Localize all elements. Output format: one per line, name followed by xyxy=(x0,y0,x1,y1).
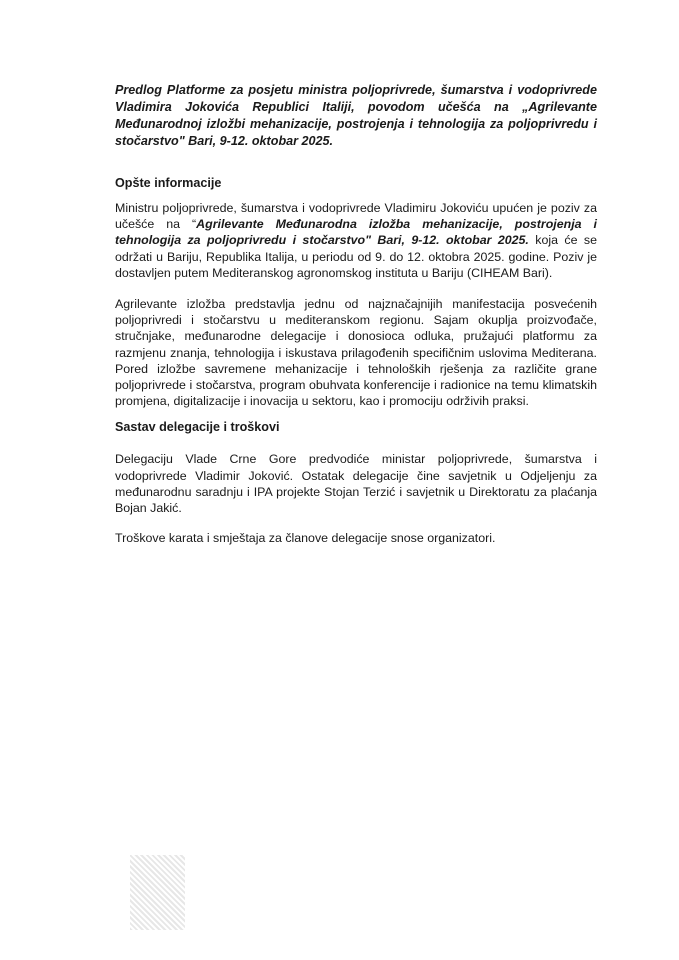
section-heading-general: Opšte informacije xyxy=(115,176,222,190)
paragraph-event-description: Agrilevante izložba predstavlja jednu od najznačajnijih manifestacija posvećenih poljoprivredi i stočarstvu u mediteranskom regionu. Sajam okuplja proizvođače, stručnjake, međunarodne delegacije i donosioca odluka, pružajući platformu za razmjenu znanja, tehnologija i iskustava prilagođenih specifičnim uslovima Mediterana. Pored izložbe savremene mehanizacije i tehnoloških rješenja za različite grane poljoprivrede i stočarstva, program obuhvata konferencije i radionice na temu klimatskih promjena, digitalizacije i inovacija u sektoru, kao i promociju održivih praksi. xyxy=(115,297,597,409)
paragraph-invitation xyxy=(115,200,597,281)
text: Ministru poljoprivrede, šumarstva i vodoprivrede Vladimiru Jokoviću upućen je poziv za učešće na “ xyxy=(115,201,597,232)
section-heading-delegation: Sastav delegacije i troškovi xyxy=(115,420,280,435)
document-page xyxy=(115,82,597,546)
event-name: Agrilevante Međunarodna izložba mehanizacije, postrojenja i tehnologija za poljoprivredu i stočarstvo" Bari, 9-12. oktobar 2025. xyxy=(115,217,597,248)
text: koja će se održati u Bariju, Republika Italija, u periodu od 9. do 12. oktobra 2025. godine. Poziv je dostavljen putem Mediteranskog agronomskog instituta u Bariju (CIHEAM Bari). xyxy=(115,233,598,280)
paragraph-delegation: Delegaciju Vlade Crne Gore predvodiće ministar poljoprivrede, šumarstva i vodoprivrede Vladimir Joković. Ostatak delegacije čine savjetnik u Odjeljenju za međunarodnu saradnju i IPA projekte Stojan Terzić i savjetnik u Direktoratu za plaćanja Bojan Jakić. xyxy=(115,452,597,516)
document-title: Predlog Platforme za posjetu ministra poljoprivrede, šumarstva i vodoprivrede Vladimira Jokovića Republici Italiji, povodom učešća na „Agrilevante Međunarodnoj izložbi mehanizacije, postrojenja i tehnologija za poljoprivredu i stočarstvo" Bari, 9-12. oktobar 2025. xyxy=(115,83,597,148)
paragraph-costs: Troškove karata i smještaja za članove delegacije snose organizatori. xyxy=(115,531,496,546)
scan-artifact-stamp xyxy=(130,855,185,930)
